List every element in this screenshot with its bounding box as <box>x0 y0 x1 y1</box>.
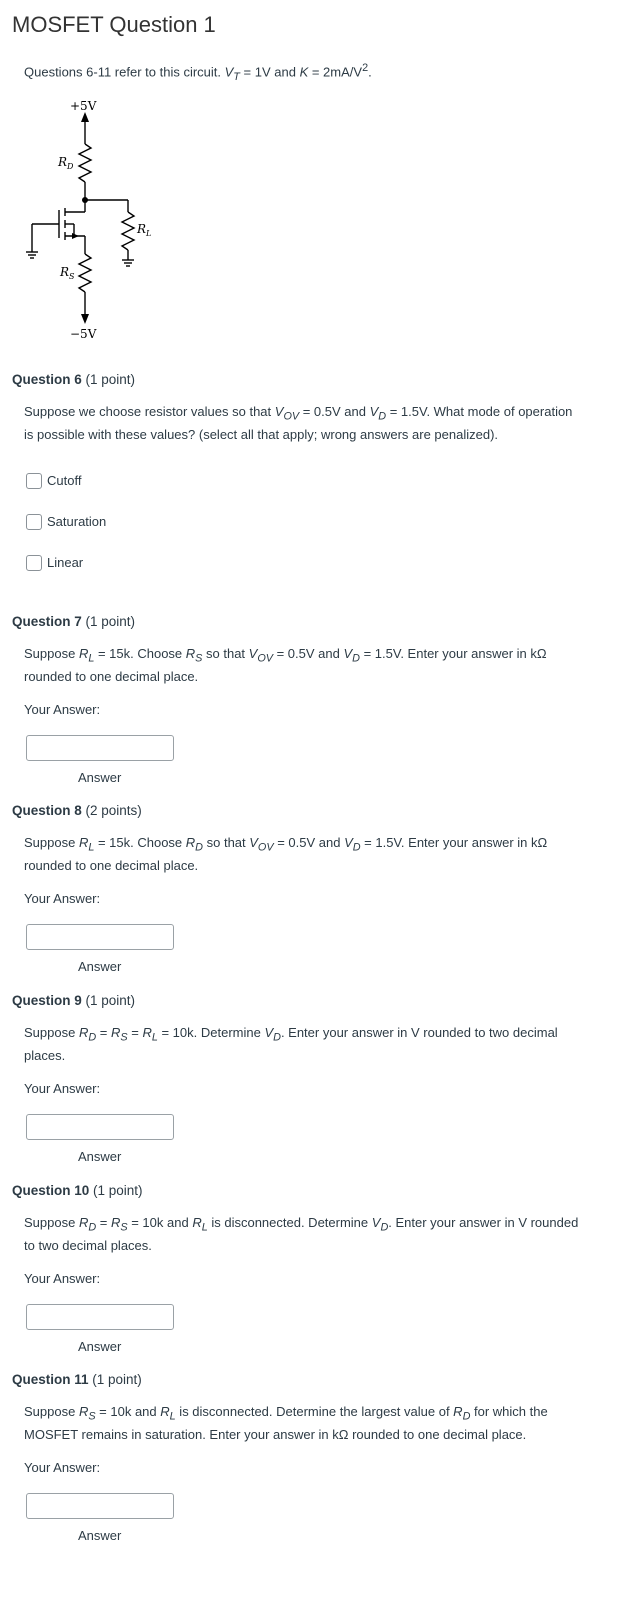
q7-s2: R <box>185 646 196 661</box>
rl-resistor <box>122 212 134 250</box>
q10-s3: R <box>192 1215 202 1230</box>
q7-s4: V <box>343 646 353 661</box>
q11-t3: is disconnected. Determine the largest value of <box>175 1404 454 1419</box>
vminus-label: −5V <box>70 327 97 341</box>
question-8-answer-label: Answer <box>78 958 122 974</box>
question-11-answer-input[interactable] <box>26 1493 174 1519</box>
q8-s1: R <box>78 835 89 850</box>
q11-t1: Suppose <box>24 1404 79 1419</box>
question-9-answer-input[interactable] <box>26 1114 174 1140</box>
q11-b1: S <box>88 1410 96 1423</box>
saturation-checkbox[interactable] <box>26 514 42 530</box>
question-7-text <box>24 645 584 685</box>
question-8-text <box>24 834 584 874</box>
question-9-title: Question 9 <box>12 993 82 1008</box>
q8-t5: = 1.5V. Enter your answer in kΩ rounded to one decimal place. <box>24 835 548 873</box>
q10-t3: = 10k and <box>127 1215 193 1230</box>
question-9-your-answer: Your Answer: <box>24 1080 101 1096</box>
vss-arrow-icon <box>81 314 89 324</box>
q6-s1: V <box>274 404 284 419</box>
question-7-points: (1 point) <box>81 614 136 629</box>
q9-b2: S <box>120 1031 128 1044</box>
rl-label-sym: R <box>137 222 147 236</box>
q6-t3: = 1.5V. What mode of operation is possible with these values? (select all that apply; wrong answers are penalized). <box>24 404 573 442</box>
k-value: = 2mA/V <box>308 64 363 80</box>
question-10 <box>12 1183 612 1354</box>
linear-label: Linear <box>47 555 84 571</box>
q7-b2: S <box>195 652 203 665</box>
option-saturation[interactable] <box>26 512 612 532</box>
question-7-your-answer: Your Answer: <box>24 701 101 717</box>
q6-s2: V <box>369 404 379 419</box>
q10-b1: D <box>88 1221 97 1234</box>
question-8-answer-input[interactable] <box>26 924 174 950</box>
q7-t4: = 0.5V and <box>272 646 344 661</box>
question-7 <box>12 614 612 785</box>
q8-t4: = 0.5V and <box>273 835 345 850</box>
q9-t2: = <box>96 1025 111 1040</box>
k-symbol: K <box>299 64 309 80</box>
q9-b3: L <box>151 1031 158 1044</box>
question-6-points: (1 point) <box>81 372 136 387</box>
mosfet-circuit-diagram <box>18 96 178 346</box>
q10-t5: . Enter your answer in V rounded to two decimal places. <box>24 1215 579 1253</box>
vt-symbol: V <box>224 64 234 80</box>
q11-t4: for which the MOSFET remains in saturation. Enter your answer in kΩ rounded to one decimal place. <box>24 1404 548 1442</box>
q8-s3: V <box>249 835 258 850</box>
vt-value: = 1V and <box>239 64 300 80</box>
question-11-points: (1 point) <box>88 1372 142 1387</box>
q6-b2: D <box>378 410 387 423</box>
q7-b1: L <box>88 652 95 665</box>
question-11-answer-label: Answer <box>78 1527 122 1543</box>
rl-label <box>136 222 151 238</box>
question-7-answer-label: Answer <box>78 769 122 785</box>
question-7-answer-input[interactable] <box>26 735 174 761</box>
q7-t3: so that <box>202 646 249 661</box>
question-9 <box>12 993 612 1164</box>
rd-label-sym: R <box>58 155 68 169</box>
page-title: MOSFET Question 1 <box>12 12 216 37</box>
question-11 <box>12 1372 612 1543</box>
q10-b3: L <box>201 1221 208 1234</box>
question-10-points: (1 point) <box>89 1183 143 1198</box>
q8-b2: D <box>195 841 203 854</box>
question-11-title: Question 11 <box>12 1372 89 1387</box>
q6-b1: OV <box>283 410 300 423</box>
question-10-title: Question 10 <box>12 1183 90 1198</box>
q11-s1: R <box>78 1404 89 1419</box>
option-linear[interactable] <box>26 553 612 573</box>
q8-b3: OV <box>257 841 274 854</box>
vt-subscript: T <box>233 70 240 83</box>
question-11-your-answer: Your Answer: <box>24 1459 101 1475</box>
question-7-title: Question 7 <box>12 614 82 629</box>
rl-label-sub: L <box>146 229 152 238</box>
cutoff-checkbox[interactable] <box>26 473 42 489</box>
q8-b4: D <box>352 841 361 854</box>
vdd-arrow-icon <box>81 112 89 122</box>
question-6-title: Question 6 <box>12 372 82 387</box>
q7-b4: D <box>352 652 360 665</box>
saturation-label: Saturation <box>47 514 107 530</box>
q7-s1: R <box>78 646 89 661</box>
q9-s1: R <box>78 1025 89 1040</box>
vplus-label: +5V <box>70 99 97 113</box>
q11-s3: R <box>453 1404 463 1419</box>
rs-label <box>59 265 75 281</box>
q10-b4: D <box>380 1221 389 1234</box>
rd-resistor <box>79 144 91 182</box>
question-10-header <box>12 1183 612 1198</box>
q9-t1: Suppose <box>24 1025 79 1040</box>
q8-b1: L <box>88 841 95 854</box>
q11-b2: L <box>169 1410 176 1423</box>
q9-s2: R <box>110 1025 121 1040</box>
question-8-your-answer: Your Answer: <box>24 890 101 906</box>
rs-label-sub: S <box>69 272 75 281</box>
q11-b3: D <box>462 1410 471 1423</box>
question-8-title: Question 8 <box>12 803 82 818</box>
question-6-header <box>12 372 612 387</box>
q9-t5: . Enter your answer in V rounded to two decimal places. <box>24 1025 558 1063</box>
q10-s1: R <box>78 1215 89 1230</box>
question-6-options <box>12 471 612 573</box>
intro-pre: Questions 6-11 refer to this circuit. <box>24 64 225 80</box>
q7-t1: Suppose <box>24 646 79 661</box>
q11-t2: = 10k and <box>95 1404 161 1419</box>
q8-s2: R <box>185 835 196 850</box>
question-11-text <box>24 1403 584 1443</box>
question-8-header <box>12 803 612 818</box>
linear-checkbox[interactable] <box>26 555 42 571</box>
question-7-header <box>12 614 612 629</box>
q9-t4: = 10k. Determine <box>157 1025 265 1040</box>
q8-t3: so that <box>203 835 250 850</box>
q7-s3: V <box>248 646 258 661</box>
q10-t4: is disconnected. Determine <box>207 1215 372 1230</box>
question-10-answer-input[interactable] <box>26 1304 174 1330</box>
question-8 <box>12 803 612 974</box>
q10-t2: = <box>96 1215 111 1230</box>
q7-t2: = 15k. Choose <box>94 646 186 661</box>
q10-s2: R <box>110 1215 121 1230</box>
question-9-text <box>24 1024 584 1064</box>
question-9-header <box>12 993 612 1008</box>
q9-b4: D <box>273 1031 281 1044</box>
rd-label <box>57 155 74 171</box>
q7-t5: = 1.5V. Enter your answer in kΩ rounded to one decimal place. <box>24 646 547 684</box>
intro-end: . <box>368 64 372 80</box>
q6-t2: = 0.5V and <box>299 404 370 419</box>
option-cutoff[interactable] <box>26 471 612 491</box>
cutoff-label: Cutoff <box>47 473 82 489</box>
question-9-answer-label: Answer <box>78 1148 122 1164</box>
intro-text <box>24 62 372 83</box>
drain-node-dot <box>82 197 88 203</box>
question-11-header <box>12 1372 612 1387</box>
question-8-points: (2 points) <box>81 803 142 818</box>
question-10-answer-label: Answer <box>78 1338 122 1354</box>
question-9-points: (1 point) <box>81 993 136 1008</box>
q6-t1: Suppose we choose resistor values so that <box>24 404 275 419</box>
q10-b2: S <box>120 1221 128 1234</box>
k-superscript: 2 <box>362 62 369 74</box>
q11-s2: R <box>160 1404 170 1419</box>
question-10-text <box>24 1214 584 1254</box>
q9-b1: D <box>88 1031 97 1044</box>
q9-s3: R <box>142 1025 152 1040</box>
source-arrow-icon <box>72 233 79 239</box>
q8-t2: = 15k. Choose <box>94 835 186 850</box>
rd-label-sub: D <box>67 162 74 171</box>
rs-resistor <box>79 254 91 292</box>
q9-s4: V <box>264 1025 274 1040</box>
q7-b3: OV <box>257 652 273 665</box>
question-6-text <box>24 403 584 443</box>
q8-t1: Suppose <box>24 835 79 850</box>
q10-s4: V <box>371 1215 381 1230</box>
q9-t3: = <box>127 1025 143 1040</box>
question-6 <box>12 372 612 573</box>
rs-label-sym: R <box>60 265 70 279</box>
q8-s4: V <box>344 835 353 850</box>
q10-t1: Suppose <box>24 1215 79 1230</box>
question-10-your-answer: Your Answer: <box>24 1270 101 1286</box>
